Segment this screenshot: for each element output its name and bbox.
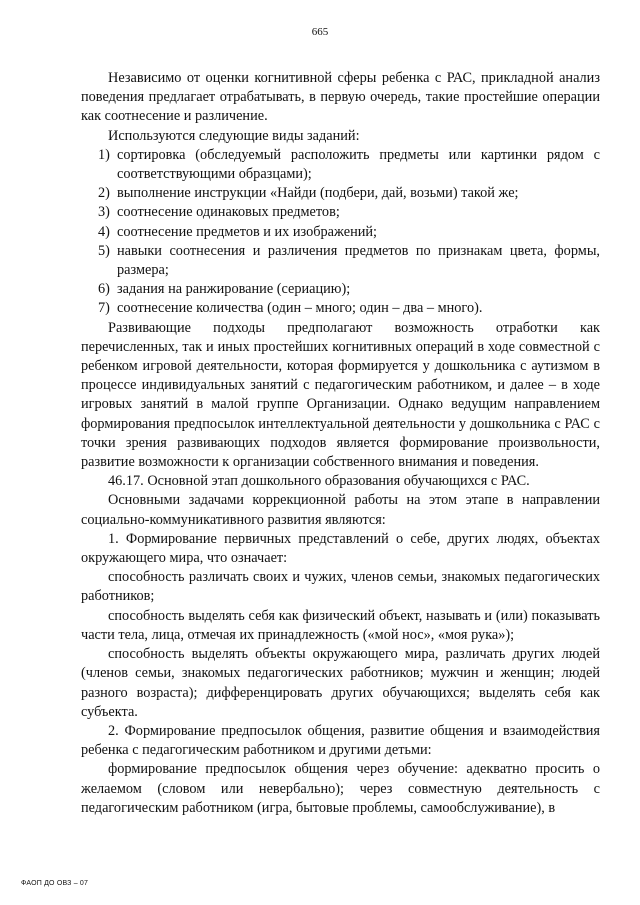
- paragraph-item-1: 1. Формирование первичных представлений о себе, других людях, объектах окружающего мира, что означает:: [81, 530, 600, 567]
- list-number: 7): [98, 300, 110, 317]
- paragraph-communication: формирование предпосылок общения через обучение: адекватно просить о желаемом (словом или невербально); через совместную деятельность с педагогическим работником (игра, бытовые проблемы, самообслуживание), в: [81, 761, 600, 816]
- list-item: [98, 299, 600, 318]
- list-item: [98, 223, 600, 242]
- paragraph-ability-self: способность выделять себя как физический объект, называть и (или) показывать части тела, лица, отмечая их принадлежность («мой нос», «моя рука»);: [81, 607, 600, 643]
- page-number: 665: [311, 26, 329, 38]
- list-number: 4): [98, 223, 110, 240]
- footer-label: ФАОП ДО ОВЗ – 07: [21, 880, 89, 887]
- body-text: [81, 69, 600, 818]
- list-text: соотнесение одинаковых предметов;: [117, 204, 340, 221]
- list-item: [98, 280, 600, 299]
- list-number: 5): [98, 242, 110, 259]
- section-heading: 46.17. Основной этап дошкольного образования обучающихся с РАС.: [108, 473, 530, 490]
- list-item: [98, 146, 600, 184]
- list-text: соотнесение предметов и их изображений;: [117, 223, 377, 240]
- list-number: 1): [98, 146, 110, 163]
- list-number: 2): [98, 185, 110, 202]
- list-item: [98, 184, 600, 203]
- list-text: выполнение инструкции «Найди (подбери, дай, возьми) такой же;: [117, 185, 519, 202]
- list-item: [98, 242, 600, 280]
- list-number: 6): [98, 281, 110, 298]
- list-text: соотнесение количества (один – много; один – два – много).: [117, 300, 483, 317]
- list-text: задания на ранжирование (сериацию);: [117, 281, 351, 298]
- paragraph-developmental-approaches: Развивающие подходы предполагают возможность отработки как перечисленных, так и иных простейших когнитивных операций в ходе совместной с ребенком игровой деятельности, которая формируется у дошкольника с аутизмом в процессе индивидуальных занятий с педагогическим работником, и далее – в ходе игровых занятий в малой группе Организации. Однако ведущим направлением формирования предпосылок интеллектуальной деятельности у дошкольника с РАС с точки зрения развивающих подходов является формирование произвольности, развитие возможности к организации собственного внимания и поведения.: [81, 319, 600, 471]
- list-text: сортировка (обследуемый расположить предметы или картинки рядом с соответствующими образцами);: [117, 146, 600, 183]
- paragraph-item-2: 2. Формирование предпосылок общения, развитие общения и взаимодействия ребенка с педагогическим работником и другими детьми:: [81, 722, 600, 759]
- paragraph-task-types: Используются следующие виды заданий:: [108, 127, 360, 144]
- list-item: [98, 203, 600, 222]
- list-text: навыки соотнесения и различения предметов по признакам цвета, формы, размера;: [117, 242, 600, 279]
- paragraph-main-tasks: Основными задачами коррекционной работы на этом этапе в направлении социально-коммуникативного развития являются:: [81, 492, 600, 528]
- list-number: 3): [98, 204, 110, 221]
- paragraph-intro: Независимо от оценки когнитивной сферы ребенка с РАС, прикладной анализ поведения предлагает отрабатывать, в первую очередь, такие простейшие операции как соотнесение и различение.: [81, 70, 600, 125]
- paragraph-ability-objects: способность выделять объекты окружающего мира, различать других людей (членов семьи, знакомых педагогических работников; мужчин и женщин; людей разного возраста); дифференцировать других обучающихся; выделять себя как субъекта.: [81, 646, 600, 720]
- paragraph-ability-distinguish: способность различать своих и чужих, членов семьи, знакомых педагогических работников;: [81, 569, 600, 605]
